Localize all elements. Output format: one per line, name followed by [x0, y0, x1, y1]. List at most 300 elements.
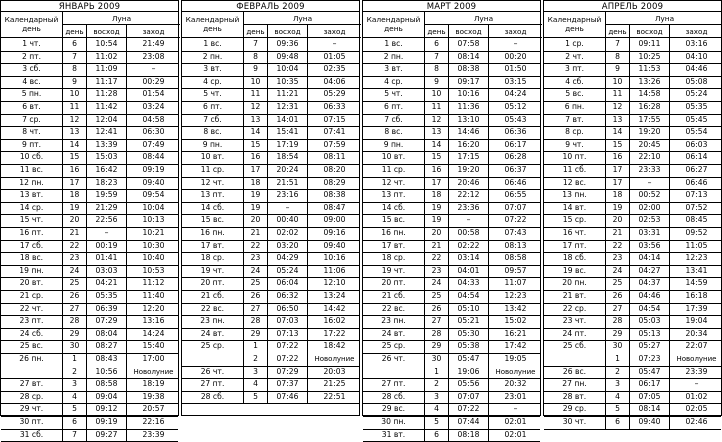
moonset-cell: 05:08 — [685, 76, 708, 86]
moon-day-cell: 10 — [606, 76, 630, 89]
table-row — [1, 202, 178, 216]
moonset-cell: 06:36 — [504, 127, 527, 137]
moon-day-cell: 24 — [606, 265, 630, 278]
month-title: ЯНВАРЬ 2009 — [1, 0, 178, 12]
calendar-day-cell: 30 пт. — [1, 416, 63, 429]
moonset-cell: 04:24 — [504, 89, 527, 99]
moonset-cell: – — [513, 39, 518, 48]
moonset-cell: 23:08 — [142, 51, 165, 61]
moon-day-cell: 13 — [244, 114, 268, 127]
moonset-cell: Новолуние — [495, 367, 536, 376]
moon-day-cell: 21 — [425, 240, 449, 253]
moonrise-cell: 16:28 — [630, 101, 670, 114]
calendar-day-cell: 1 ср. — [544, 38, 606, 51]
moonrise-cell: 00:58 — [449, 227, 489, 240]
table-row — [363, 416, 540, 430]
moon-day-cell: 4 — [425, 403, 449, 416]
moonrise-cell: 21:29 — [87, 202, 127, 215]
calendar-day-cell: 23 пн. — [363, 315, 425, 328]
calendar-day-cell: 28 сб. — [363, 391, 425, 404]
table-row — [544, 214, 721, 228]
table-row — [1, 38, 178, 52]
table-row — [363, 63, 540, 77]
moon-day-cell: 18 — [63, 189, 87, 202]
moonrise-cell: 12:31 — [268, 101, 308, 114]
moonset-cell: 06:46 — [685, 177, 708, 187]
moon-day-cell: 4 — [606, 391, 630, 404]
calendar-day-cell: 18 ср. — [182, 252, 244, 265]
moon-day-cell: 16 — [425, 164, 449, 177]
moon-header: Луна — [606, 12, 722, 25]
moon-day-cell: 5 — [244, 391, 268, 404]
moon-day-cell: 11 — [63, 101, 87, 114]
table-row — [544, 290, 721, 304]
calendar-day-cell: 2 пн. — [363, 51, 425, 64]
moonrise-cell: 16:20 — [449, 139, 489, 152]
table-row — [363, 38, 540, 52]
calendar-day-cell: 9 пн. — [363, 139, 425, 152]
moon-day-cell: 17 — [63, 177, 87, 190]
moonset-cell: 10:13 — [142, 215, 165, 225]
calendar-day-cell: 10 пт. — [544, 151, 606, 164]
calendar-day-cell: 6 пт. — [363, 101, 425, 114]
table-row — [544, 252, 721, 266]
moonrise-cell: 04:37 — [630, 277, 670, 290]
table-row — [363, 177, 540, 191]
calendar-day-cell: 31 вт. — [363, 429, 425, 442]
calendar-day-cell: 12 чт. — [363, 177, 425, 190]
calendar-day-cell: 27 вт. — [1, 378, 63, 391]
calendar-day-cell: 1 чт. — [1, 38, 63, 51]
moonset-cell: 13:16 — [142, 316, 165, 326]
calendar-day-cell: 4 вс. — [1, 76, 63, 89]
moonrise-cell: 22:12 — [449, 189, 489, 202]
table-row — [544, 265, 721, 279]
calendar-day-cell: 17 сб. — [1, 240, 63, 253]
calendar-day-cell: 16 пт. — [1, 227, 63, 240]
moonset-cell: 07:13 — [685, 190, 708, 200]
moon-day-cell: 22 — [606, 240, 630, 253]
moon-day-cell: 25 — [244, 277, 268, 290]
moonset-cell: 23:39 — [685, 366, 708, 376]
moon-day-cell: 11 — [606, 88, 630, 101]
moon-day-cell: 7 — [63, 51, 87, 64]
table-row — [1, 340, 178, 354]
calendar-day-cell: 21 сб. — [182, 290, 244, 303]
moonset-cell: – — [513, 404, 518, 414]
moon-day-cell: 5 — [425, 416, 449, 429]
table-row — [363, 76, 540, 90]
moonset-cell: 06:17 — [504, 139, 527, 149]
calendar-day-cell: 8 вс. — [182, 126, 244, 139]
moon-day-cell: 26 — [244, 290, 268, 303]
moonrise-cell: 05:47 — [630, 366, 670, 379]
calendar-day-cell: 27 пт. — [182, 378, 244, 391]
moon-day-cell: 30 — [63, 340, 87, 353]
table-row — [544, 353, 721, 367]
moonset-cell: 06:37 — [504, 165, 527, 174]
moonrise-cell: 11:21 — [268, 88, 308, 101]
moonrise-cell: 19:20 — [449, 164, 489, 177]
moon-day-cell: 10 — [63, 88, 87, 101]
moonset-cell: 00:29 — [142, 76, 165, 86]
calendar-day-cell: 13 пт. — [182, 189, 244, 202]
moonset-cell: 06:03 — [685, 139, 708, 149]
moonset-cell: Новолуние — [314, 355, 355, 363]
moon-day-header: день — [606, 25, 630, 38]
moonset-cell: 06:14 — [685, 152, 708, 162]
moonrise-cell: 11:36 — [449, 101, 489, 114]
moon-day-cell: 29 — [63, 328, 87, 341]
month-table — [543, 0, 722, 426]
calendar-day-cell: 9 чт. — [544, 139, 606, 152]
moonrise-cell: 05:47 — [449, 353, 489, 366]
moon-day-cell: 6 — [63, 416, 87, 429]
moonset-cell: 04:10 — [685, 51, 708, 61]
moonset-cell: 12:23 — [685, 253, 708, 263]
table-row — [363, 340, 540, 354]
table-row — [1, 403, 178, 417]
table-row — [1, 328, 178, 342]
table-row — [1, 76, 178, 90]
calendar-day-cell: 26 вс. — [544, 366, 606, 379]
moonrise-cell: 03:03 — [87, 265, 127, 278]
moonset-cell: 09:16 — [323, 228, 346, 237]
calendar-day-cell: 7 сб. — [363, 114, 425, 127]
moon-day-cell: 24 — [244, 265, 268, 278]
moonset-cell: 11:06 — [323, 265, 346, 275]
table-row — [544, 416, 721, 430]
table-row — [1, 51, 178, 65]
moonset-cell: 22:16 — [142, 417, 165, 426]
moonrise-cell: 14:46 — [449, 126, 489, 139]
calendar-day-cell: 26 чт. — [182, 366, 244, 379]
table-row — [1, 164, 178, 178]
calendar-day-cell: 19 чт. — [363, 265, 425, 278]
moonset-cell: 20:03 — [323, 366, 346, 376]
moon-day-header: день — [63, 25, 87, 38]
moonrise-cell: 23:36 — [449, 202, 489, 215]
moonrise-cell: 13:10 — [449, 114, 489, 127]
table-row — [1, 240, 178, 254]
calendar-day-cell: 15 вс. — [182, 214, 244, 227]
moonrise-cell: 07:29 — [87, 315, 127, 328]
moonset-cell: 19:05 — [504, 354, 527, 363]
calendar-day-cell: 8 ср. — [544, 126, 606, 139]
moon-day-cell: 16 — [63, 164, 87, 177]
table-row — [544, 114, 721, 128]
calendar-day-cell: 6 вт. — [1, 101, 63, 114]
moon-day-cell: 21 — [244, 227, 268, 240]
calendar-day-cell: 23 пн. — [182, 315, 244, 328]
moon-day-cell: 29 — [425, 340, 449, 353]
calendar-day-header: Календарный день — [1, 12, 63, 38]
calendar-day-cell: 22 вс. — [182, 303, 244, 316]
moon-day-cell: 19 — [63, 202, 87, 215]
calendar-day-cell: 3 сб. — [1, 63, 63, 76]
moon-day-cell: 27 — [425, 315, 449, 328]
table-row — [182, 151, 359, 165]
moon-day-cell: 11 — [244, 88, 268, 101]
calendar-day-cell: 14 сб. — [363, 202, 425, 215]
month-title: АПРЕЛЬ 2009 — [544, 0, 721, 12]
moonset-cell: 01:02 — [685, 391, 708, 401]
table-row — [363, 315, 540, 329]
moon-day-cell: 15 — [425, 151, 449, 164]
moonrise-cell: 02:22 — [449, 240, 489, 253]
table-row — [182, 340, 359, 353]
table-row — [1, 378, 178, 392]
moon-day-cell: 16 — [606, 151, 630, 164]
calendar-day-cell: 10 вт. — [182, 151, 244, 164]
moonrise-cell: 06:17 — [630, 378, 670, 391]
moon-day-cell: 20 — [606, 214, 630, 227]
moonrise-cell: 20:45 — [630, 139, 670, 152]
moon-day-cell: 26 — [425, 303, 449, 316]
moonrise-cell: 07:23 — [630, 353, 670, 366]
moonset-cell: 06:33 — [323, 102, 346, 111]
table-row — [363, 378, 540, 392]
moon-day-cell: 13 — [425, 126, 449, 139]
moonset-cell: 08:47 — [323, 202, 346, 212]
moon-day-cell: 3 — [425, 391, 449, 404]
table-row — [363, 164, 540, 178]
moonset-cell: 01:50 — [504, 64, 527, 74]
moonset-cell: 13:24 — [323, 291, 346, 300]
moonset-cell: 11:12 — [142, 278, 165, 288]
calendar-day-cell: 22 вс. — [363, 303, 425, 316]
table-row — [544, 189, 721, 203]
moonrise-cell: 12:41 — [87, 126, 127, 139]
table-row — [363, 126, 540, 140]
calendar-day-cell: 29 ср. — [544, 403, 606, 416]
table-row — [182, 315, 359, 329]
moonset-cell: 07:59 — [323, 139, 346, 149]
calendar-day-cell: 22 ср. — [544, 303, 606, 316]
moonset-header: заход — [489, 25, 542, 38]
calendar-day-cell: 17 вт. — [363, 240, 425, 253]
table-row — [182, 101, 359, 115]
moonrise-cell: 02:53 — [630, 214, 670, 227]
moonset-cell: 16:18 — [685, 291, 708, 300]
table-row — [363, 366, 540, 380]
moon-day-cell: 14 — [606, 126, 630, 139]
moonset-cell: 11:05 — [685, 240, 708, 250]
moon-day-cell: 2 — [244, 353, 268, 366]
table-row — [363, 252, 540, 266]
moon-day-cell: 3 — [63, 378, 87, 391]
moon-day-cell: 2 — [606, 366, 630, 379]
moonset-cell: 23:39 — [142, 429, 165, 439]
calendar-day-cell: 25 вс. — [1, 340, 63, 353]
table-row — [1, 315, 178, 329]
moonset-cell: 07:15 — [323, 114, 346, 124]
moonset-cell: 14:24 — [142, 328, 165, 338]
calendar-day-cell: 29 вс. — [363, 403, 425, 416]
moonrise-cell: 22:10 — [630, 151, 670, 164]
table-row — [1, 303, 178, 317]
month-title: ФЕВРАЛЬ 2009 — [182, 0, 359, 12]
calendar-day-cell: 13 пн. — [544, 189, 606, 202]
calendar-day-cell: 17 пт. — [544, 240, 606, 253]
calendar-day-cell: 3 пт. — [544, 63, 606, 76]
calendar-day-cell — [182, 353, 244, 366]
moonset-cell: 03:15 — [504, 76, 527, 86]
moon-day-cell: 5 — [63, 403, 87, 416]
moonrise-cell: 04:27 — [630, 265, 670, 278]
calendar-day-cell: 17 вт. — [182, 240, 244, 253]
moonrise-cell: 07:29 — [268, 366, 308, 379]
moonrise-cell: – — [87, 227, 127, 240]
calendar-day-cell: 25 ср. — [182, 340, 244, 353]
calendar-day-cell: 5 вс. — [544, 88, 606, 101]
calendar-day-cell: 28 вт. — [544, 391, 606, 404]
moonrise-cell: 04:29 — [268, 252, 308, 265]
moonrise-cell: 00:52 — [630, 189, 670, 202]
calendar-day-cell: 7 ср. — [1, 114, 63, 127]
moon-day-cell: 22 — [425, 252, 449, 265]
moon-day-cell: 10 — [425, 88, 449, 101]
table-row — [182, 189, 359, 203]
moonrise-cell: 06:04 — [268, 277, 308, 290]
moon-day-cell: 14 — [63, 139, 87, 152]
moon-day-cell: 24 — [63, 265, 87, 278]
table-row — [182, 214, 359, 228]
moonset-cell: 18:42 — [323, 341, 346, 351]
moon-day-cell: 9 — [63, 76, 87, 89]
moonset-cell: 10:21 — [142, 228, 165, 237]
table-row — [544, 340, 721, 353]
moonrise-cell: 14:01 — [268, 114, 308, 127]
calendar-day-cell — [544, 353, 606, 366]
moonrise-cell: 04:54 — [449, 290, 489, 303]
table-row — [182, 114, 359, 128]
table-row — [182, 63, 359, 77]
moonset-cell: 09:00 — [323, 215, 346, 225]
calendar-day-header: Календарный день — [363, 12, 425, 38]
table-row — [363, 240, 540, 254]
moonrise-cell: 05:56 — [449, 378, 489, 391]
moon-day-cell: 1 — [425, 366, 449, 379]
calendar-day-cell: 3 вт. — [363, 63, 425, 76]
table-row — [363, 391, 540, 405]
moonset-cell: 09:40 — [323, 240, 346, 250]
moonset-cell: 13:41 — [685, 265, 708, 275]
moonrise-cell: 07:22 — [268, 340, 308, 353]
moon-day-cell: 25 — [425, 290, 449, 303]
calendar-day-cell: 22 чт. — [1, 303, 63, 316]
table-row — [1, 189, 178, 203]
moonset-cell: 09:57 — [504, 265, 527, 275]
moonset-cell: 06:27 — [685, 165, 708, 174]
moonset-cell: 08:58 — [504, 253, 527, 263]
moon-day-cell: 23 — [63, 252, 87, 265]
table-row — [182, 202, 359, 216]
table-row — [182, 177, 359, 191]
moon-day-cell: 8 — [606, 51, 630, 64]
moonset-cell: 03:24 — [142, 102, 165, 111]
month-title: МАРТ 2009 — [363, 0, 540, 12]
moon-day-cell: 27 — [606, 303, 630, 316]
moonrise-cell: 08:43 — [87, 353, 127, 366]
calendar-day-cell: 10 сб. — [1, 151, 63, 164]
calendar-day-cell: 12 пн. — [1, 177, 63, 190]
moonrise-cell: 07:03 — [268, 315, 308, 328]
moonrise-cell: 10:54 — [87, 38, 127, 51]
moonset-cell: 10:04 — [142, 202, 165, 212]
moon-day-cell: 14 — [425, 139, 449, 152]
moonset-cell: 09:52 — [685, 228, 708, 237]
moonrise-cell: 14:58 — [630, 88, 670, 101]
moonrise-cell: 21:51 — [268, 177, 308, 190]
moonrise-cell: 11:17 — [87, 76, 127, 89]
moonset-cell: 06:46 — [504, 177, 527, 187]
moonset-cell: 09:40 — [142, 177, 165, 187]
moon-day-cell: 20 — [425, 227, 449, 240]
moon-day-cell: 8 — [244, 51, 268, 64]
moon-day-cell: 19 — [425, 202, 449, 215]
calendar-day-cell: 5 чт. — [363, 88, 425, 101]
moonset-header: заход — [127, 25, 180, 38]
moon-day-cell: 1 — [63, 353, 87, 366]
calendar-day-cell: 8 чт. — [1, 126, 63, 139]
moonset-cell: 14:42 — [323, 303, 346, 313]
moonrise-cell: 12:04 — [87, 114, 127, 127]
moonset-cell: 09:54 — [142, 190, 165, 200]
calendar-day-cell: 28 сб. — [182, 391, 244, 404]
moonset-cell: 19:04 — [685, 316, 708, 326]
moon-day-cell: 29 — [606, 328, 630, 341]
moonset-cell: 17:42 — [504, 341, 527, 351]
table-row — [1, 126, 178, 140]
moon-day-cell: 12 — [244, 101, 268, 114]
moon-day-cell: 19 — [244, 189, 268, 202]
table-row — [363, 51, 540, 65]
calendar-day-cell: 24 пт. — [544, 328, 606, 341]
moonset-cell: 02:01 — [504, 429, 527, 439]
moon-day-cell: 6 — [425, 429, 449, 442]
moon-day-cell: 21 — [606, 227, 630, 240]
calendar-day-cell: 15 вс. — [363, 214, 425, 227]
calendar-day-cell: 24 вт. — [182, 328, 244, 341]
moon-day-cell: 20 — [63, 214, 87, 227]
moonrise-cell: 09:36 — [268, 38, 308, 51]
calendar-day-cell: 18 вс. — [1, 252, 63, 265]
moonset-cell: 02:05 — [685, 404, 708, 414]
table-row — [1, 114, 178, 128]
moonrise-header: восход — [268, 25, 308, 38]
moonrise-cell: 07:22 — [449, 403, 489, 416]
moon-day-cell: 25 — [606, 277, 630, 290]
moonrise-cell: – — [630, 177, 670, 190]
calendar-day-cell: 1 вс. — [182, 38, 244, 51]
moon-day-cell: 5 — [606, 403, 630, 416]
moonrise-cell: 19:06 — [449, 366, 489, 379]
table-row — [182, 164, 359, 178]
moonset-cell: 16:21 — [504, 328, 527, 338]
moonrise-cell: 05:03 — [630, 315, 670, 328]
moon-day-cell: 12 — [606, 101, 630, 114]
moonset-cell: 23:01 — [504, 391, 527, 401]
table-row — [182, 391, 359, 405]
calendar-day-cell: 6 пт. — [182, 101, 244, 114]
moonset-cell: 02:46 — [685, 417, 708, 426]
calendar-day-cell: 21 вт. — [544, 290, 606, 303]
moonrise-cell: 13:26 — [630, 76, 670, 89]
moonrise-cell: 04:46 — [630, 290, 670, 303]
calendar-day-cell: 4 сб. — [544, 76, 606, 89]
calendar-day-header: Календарный день — [544, 12, 606, 38]
